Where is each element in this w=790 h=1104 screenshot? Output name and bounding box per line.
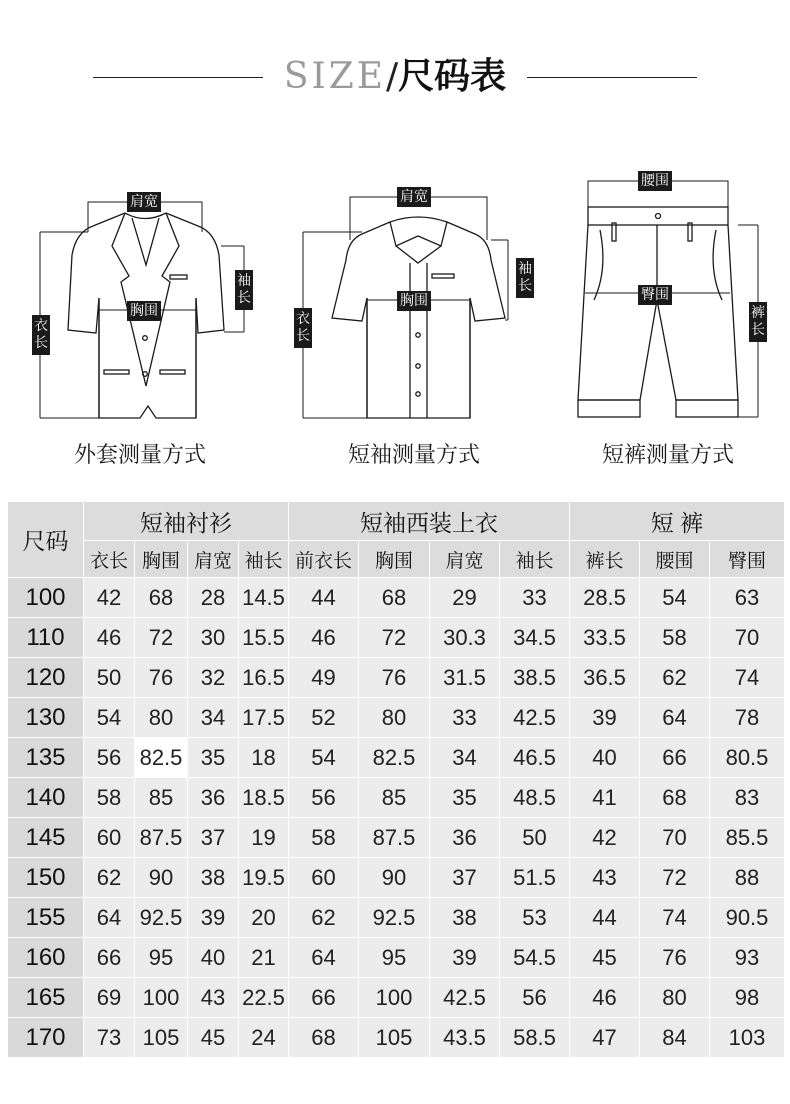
size-cell: 140 [8,778,84,818]
value-cell: 62 [84,858,135,898]
size-table-body [8,578,785,1058]
value-cell: 66 [84,938,135,978]
title-sep: / [386,56,399,97]
value-cell: 50 [500,818,570,858]
value-cell: 64 [640,698,710,738]
shorts-length-label: 裤长 [749,302,767,342]
value-cell: 64 [289,938,359,978]
value-cell: 85 [135,778,188,818]
value-cell: 80 [359,698,430,738]
blazer-icon [0,0,260,480]
size-cell: 170 [8,1018,84,1058]
value-cell: 90 [135,858,188,898]
table-row [8,658,785,698]
value-cell: 43 [188,978,239,1018]
value-cell: 30.3 [430,618,500,658]
jacket-caption: 外套测量方式 [73,443,206,468]
value-cell: 16.5 [239,658,289,698]
shirt-caption: 短袖测量方式 [347,443,480,468]
value-cell: 56 [289,778,359,818]
col-header: 衣长 [84,541,135,578]
value-cell: 76 [359,658,430,698]
value-cell: 82.5 [135,738,188,778]
value-cell: 76 [640,938,710,978]
value-cell: 38 [430,898,500,938]
value-cell: 49 [289,658,359,698]
value-cell: 56 [84,738,135,778]
col-header: 裤长 [570,541,640,578]
value-cell: 32 [188,658,239,698]
table-row [8,1018,785,1058]
value-cell: 46 [84,618,135,658]
value-cell: 35 [430,778,500,818]
group-shorts: 短 裤 [570,502,785,541]
value-cell: 53 [500,898,570,938]
value-cell: 42 [84,578,135,618]
table-row [8,978,785,1018]
value-cell: 103 [710,1018,785,1058]
value-cell: 100 [135,978,188,1018]
shorts-figure [560,0,790,480]
value-cell: 80 [640,978,710,1018]
value-cell: 33 [430,698,500,738]
size-cell: 130 [8,698,84,738]
value-cell: 70 [640,818,710,858]
value-cell: 40 [188,938,239,978]
value-cell: 28 [188,578,239,618]
value-cell: 15.5 [239,618,289,658]
value-cell: 30 [188,618,239,658]
value-cell: 37 [430,858,500,898]
value-cell: 78 [710,698,785,738]
value-cell: 84 [640,1018,710,1058]
value-cell: 87.5 [135,818,188,858]
value-cell: 35 [188,738,239,778]
table-row [8,858,785,898]
value-cell: 42.5 [430,978,500,1018]
value-cell: 39 [570,698,640,738]
table-column-header [8,541,785,578]
col-header: 肩宽 [430,541,500,578]
size-cell: 150 [8,858,84,898]
value-cell: 36 [188,778,239,818]
value-cell: 70 [710,618,785,658]
shirt-figure [270,0,540,480]
value-cell: 73 [84,1018,135,1058]
value-cell: 19.5 [239,858,289,898]
value-cell: 46 [289,618,359,658]
col-header: 胸围 [359,541,430,578]
group-shirt: 短袖衬衫 [84,502,289,541]
col-header: 臀围 [710,541,785,578]
value-cell: 46 [570,978,640,1018]
value-cell: 76 [135,658,188,698]
value-cell: 45 [188,1018,239,1058]
value-cell: 22.5 [239,978,289,1018]
value-cell: 38 [188,858,239,898]
shorts-hip-label: 臀围 [638,285,672,305]
value-cell: 74 [710,658,785,698]
value-cell: 28.5 [570,578,640,618]
value-cell: 56 [500,978,570,1018]
value-cell: 34.5 [500,618,570,658]
value-cell: 18.5 [239,778,289,818]
value-cell: 93 [710,938,785,978]
shirt-shoulder-label: 肩宽 [397,187,431,207]
value-cell: 80 [135,698,188,738]
value-cell: 68 [640,778,710,818]
size-cell: 160 [8,938,84,978]
shorts-caption: 短裤测量方式 [601,443,734,468]
value-cell: 37 [188,818,239,858]
value-cell: 50 [84,658,135,698]
value-cell: 42 [570,818,640,858]
size-cell: 155 [8,898,84,938]
group-blazer: 短袖西装上衣 [289,502,570,541]
value-cell: 72 [640,858,710,898]
table-row [8,898,785,938]
value-cell: 87.5 [359,818,430,858]
table-row [8,778,785,818]
value-cell: 66 [640,738,710,778]
value-cell: 85.5 [710,818,785,858]
value-cell: 92.5 [359,898,430,938]
jacket-length-label: 衣长 [32,315,50,355]
value-cell: 72 [135,618,188,658]
title-en: SIZE [283,56,387,97]
value-cell: 43 [570,858,640,898]
value-cell: 33 [500,578,570,618]
value-cell: 54 [84,698,135,738]
value-cell: 74 [640,898,710,938]
size-cell: 145 [8,818,84,858]
value-cell: 34 [188,698,239,738]
value-cell: 60 [289,858,359,898]
value-cell: 68 [359,578,430,618]
value-cell: 17.5 [239,698,289,738]
table-row [8,738,785,778]
value-cell: 98 [710,978,785,1018]
value-cell: 72 [359,618,430,658]
value-cell: 47 [570,1018,640,1058]
value-cell: 83 [710,778,785,818]
value-cell: 46.5 [500,738,570,778]
jacket-figure [0,0,260,480]
value-cell: 43.5 [430,1018,500,1058]
value-cell: 82.5 [359,738,430,778]
value-cell: 58 [289,818,359,858]
value-cell: 80.5 [710,738,785,778]
value-cell: 88 [710,858,785,898]
table-group-header [8,502,785,541]
title-cn: 尺码表 [398,56,507,97]
size-cell: 165 [8,978,84,1018]
value-cell: 92.5 [135,898,188,938]
shirt-chest-label: 胸围 [397,291,431,311]
value-cell: 39 [188,898,239,938]
value-cell: 85 [359,778,430,818]
value-cell: 19 [239,818,289,858]
table-row [8,578,785,618]
value-cell: 58 [84,778,135,818]
value-cell: 41 [570,778,640,818]
value-cell: 105 [135,1018,188,1058]
value-cell: 34 [430,738,500,778]
value-cell: 60 [84,818,135,858]
col-header: 袖长 [239,541,289,578]
value-cell: 44 [289,578,359,618]
value-cell: 62 [289,898,359,938]
value-cell: 29 [430,578,500,618]
size-header: 尺码 [8,502,84,578]
jacket-chest-label: 胸围 [127,301,161,321]
col-header: 肩宽 [188,541,239,578]
value-cell: 14.5 [239,578,289,618]
short-sleeve-shirt-icon [270,0,540,480]
value-cell: 62 [640,658,710,698]
value-cell: 90.5 [710,898,785,938]
value-cell: 24 [239,1018,289,1058]
table-row [8,698,785,738]
table-row [8,618,785,658]
table-row [8,818,785,858]
value-cell: 20 [239,898,289,938]
value-cell: 40 [570,738,640,778]
value-cell: 51.5 [500,858,570,898]
value-cell: 33.5 [570,618,640,658]
value-cell: 38.5 [500,658,570,698]
value-cell: 95 [359,938,430,978]
value-cell: 100 [359,978,430,1018]
value-cell: 36 [430,818,500,858]
value-cell: 44 [570,898,640,938]
value-cell: 68 [135,578,188,618]
value-cell: 54 [640,578,710,618]
value-cell: 58 [640,618,710,658]
value-cell: 36.5 [570,658,640,698]
value-cell: 42.5 [500,698,570,738]
size-cell: 100 [8,578,84,618]
value-cell: 68 [289,1018,359,1058]
value-cell: 105 [359,1018,430,1058]
value-cell: 95 [135,938,188,978]
col-header: 胸围 [135,541,188,578]
shorts-icon [560,0,790,480]
col-header: 前衣长 [289,541,359,578]
value-cell: 31.5 [430,658,500,698]
col-header: 腰围 [640,541,710,578]
shirt-sleeve-label: 袖长 [516,258,534,298]
value-cell: 54.5 [500,938,570,978]
shorts-waist-label: 腰围 [638,171,672,191]
jacket-shoulder-label: 肩宽 [127,192,161,212]
size-cell: 110 [8,618,84,658]
value-cell: 69 [84,978,135,1018]
value-cell: 18 [239,738,289,778]
value-cell: 52 [289,698,359,738]
value-cell: 45 [570,938,640,978]
col-header: 袖长 [500,541,570,578]
jacket-sleeve-label: 袖长 [235,270,253,310]
value-cell: 54 [289,738,359,778]
size-cell: 120 [8,658,84,698]
size-table [7,501,785,1058]
value-cell: 64 [84,898,135,938]
value-cell: 58.5 [500,1018,570,1058]
value-cell: 66 [289,978,359,1018]
value-cell: 48.5 [500,778,570,818]
size-cell: 135 [8,738,84,778]
value-cell: 63 [710,578,785,618]
value-cell: 90 [359,858,430,898]
value-cell: 21 [239,938,289,978]
shirt-length-label: 衣长 [294,308,312,348]
table-row [8,938,785,978]
value-cell: 39 [430,938,500,978]
